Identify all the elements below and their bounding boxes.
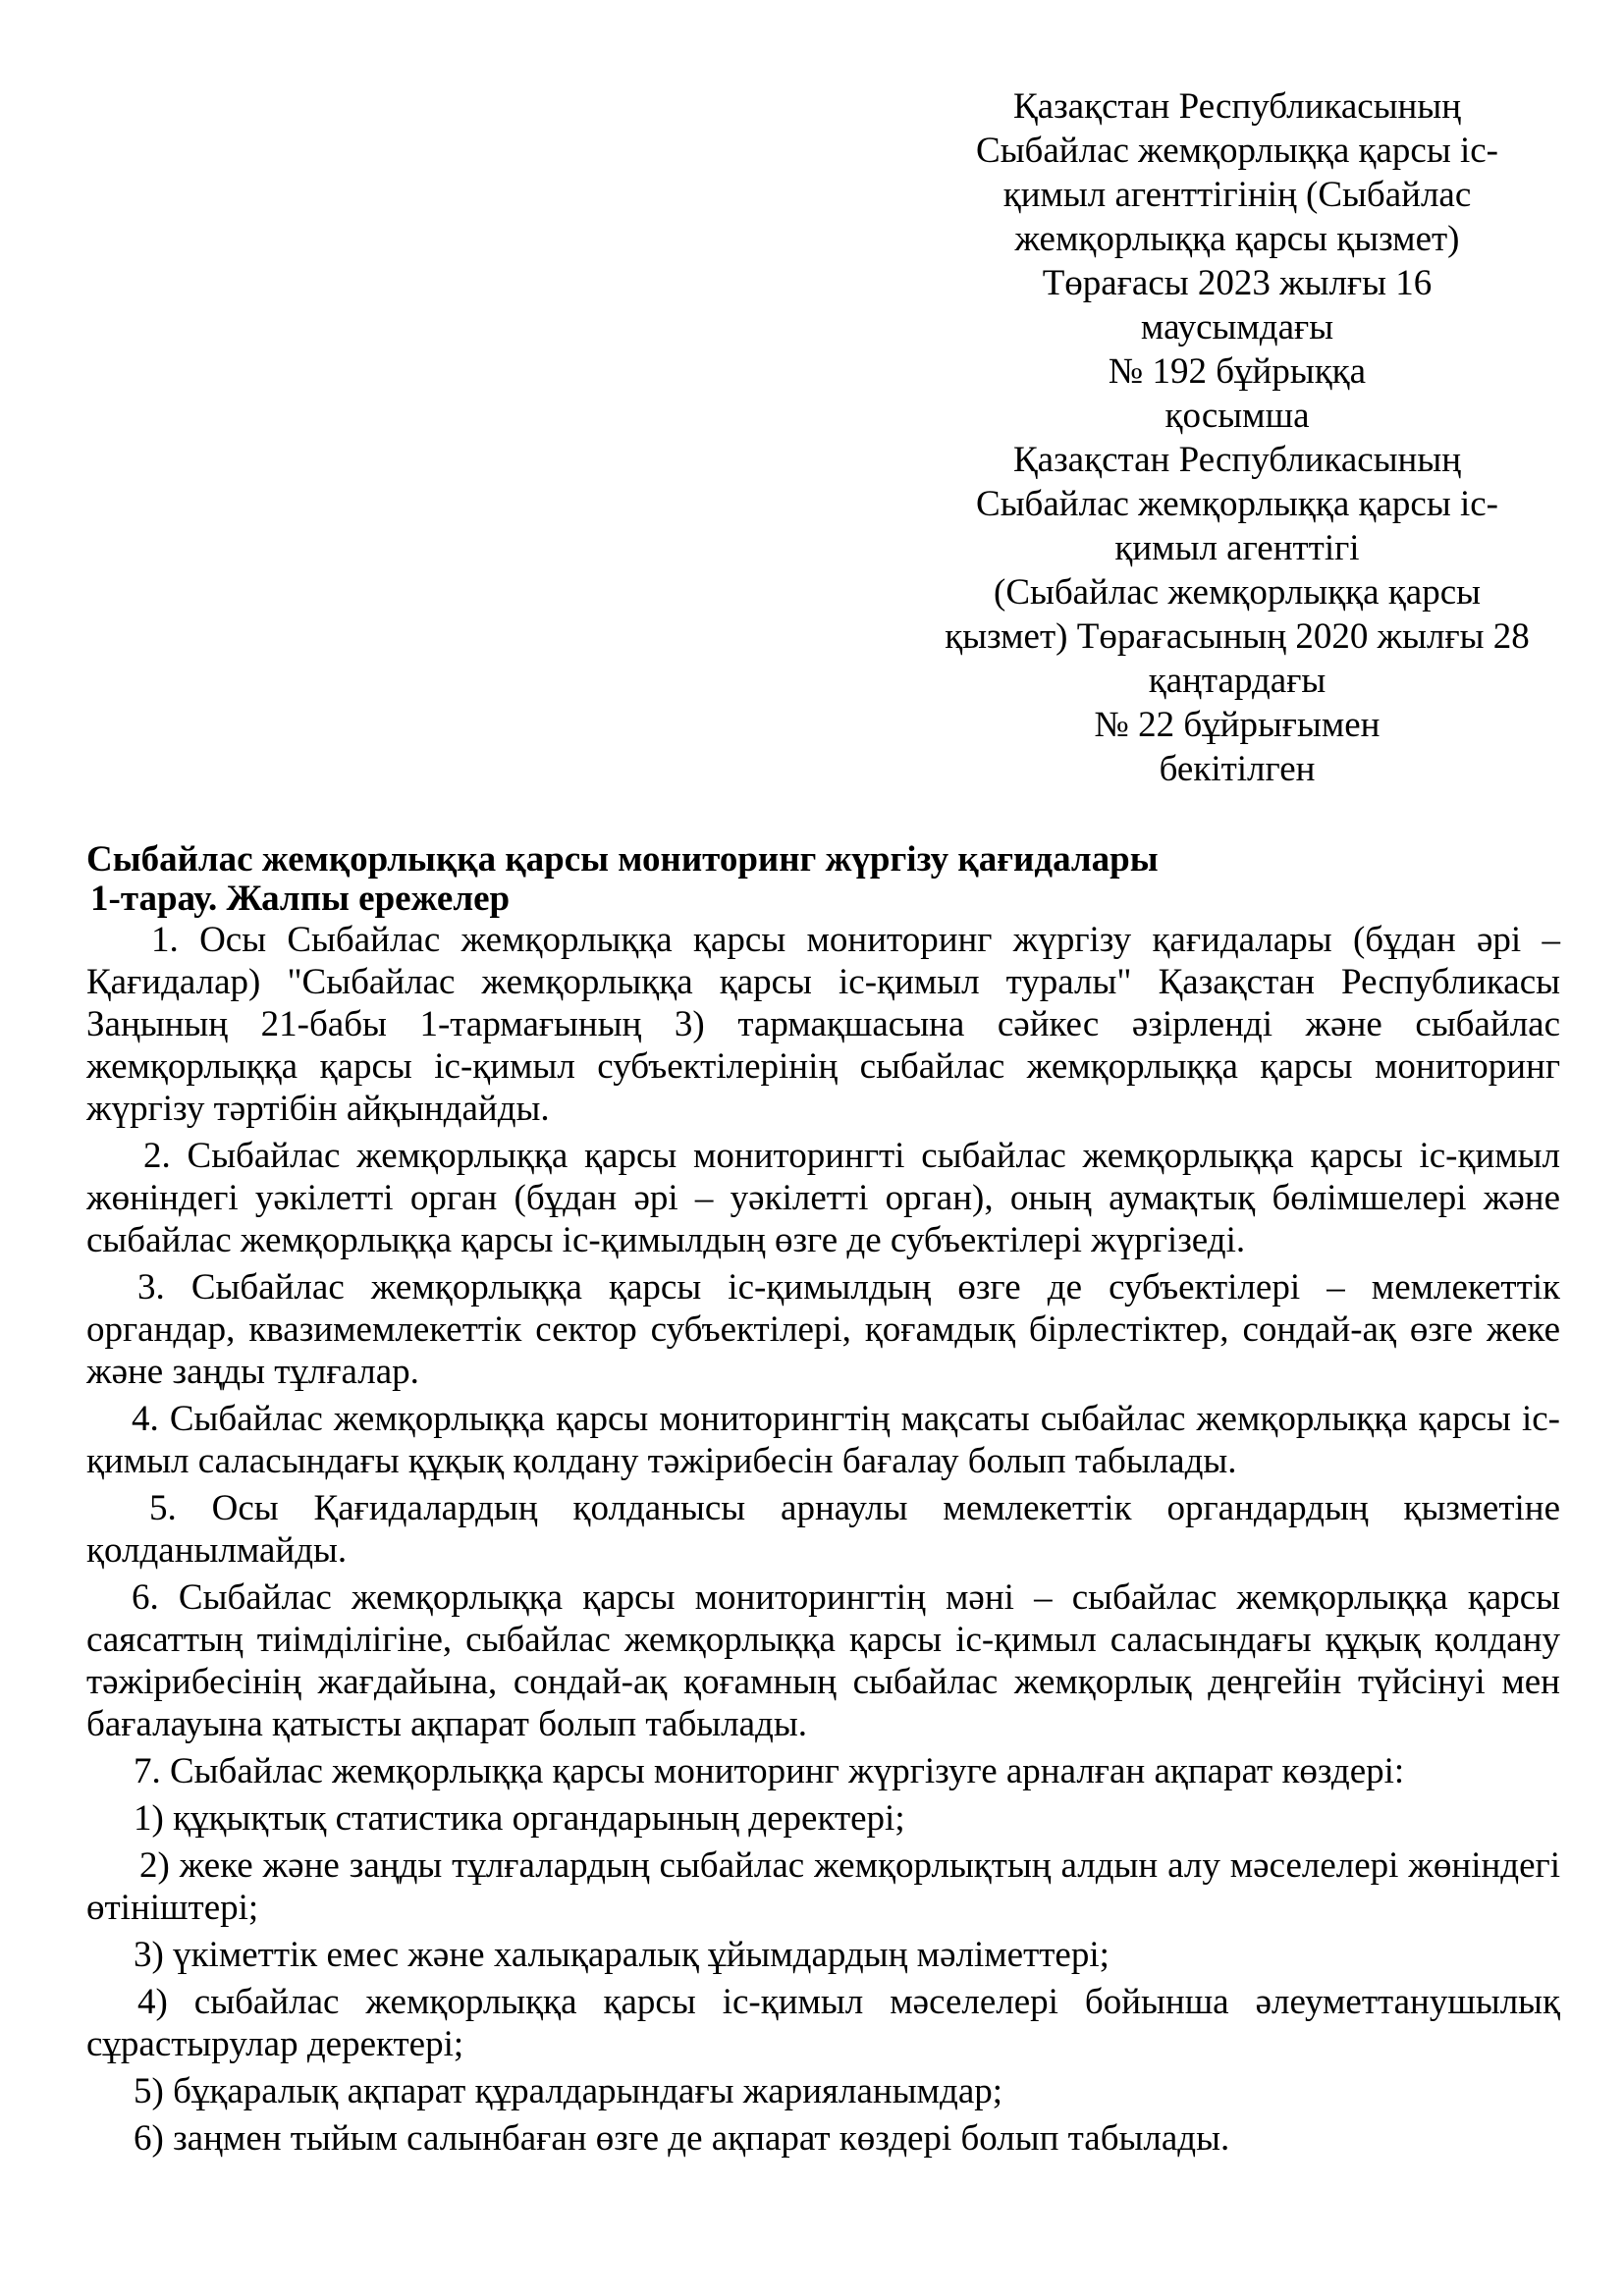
approval-line: қосымша <box>1164 396 1310 436</box>
source-item: 6) заңмен тыйым салынбаған өзге де ақпарат көздері болып табылады. <box>134 2118 1230 2159</box>
source-item: 5) бұқаралық ақпарат құралдарындағы жарияланымдар; <box>134 2071 1003 2111</box>
approval-line: қимыл агенттігінің (Сыбайлас <box>1002 175 1472 215</box>
source-item: 3) үкіметтік емес және халықаралық ұйымдардың мәліметтері; <box>134 1935 1110 1975</box>
approval-block <box>884 84 1591 791</box>
approval-line: Қазақстан Республикасының <box>1012 86 1462 127</box>
paragraph: 1. Осы Сыбайлас жемқорлыққа қарсы мониторинг жүргізу қағидалары (бұдан әрі – Қағидалар) "Сыбайлас жемқорлыққа қарсы іс-қимыл туралы" Қазақстан Республикасы Заңының 21-бабы 1-тармағының 3) тармақшасына сәйкес әзірленді және сыбайлас жемқорлыққа қарсы іс-қимыл субъектілерінің сыбайлас жемқорлыққа қарсы мониторинг жүргізу тәртібін айқындайды. <box>86 920 1560 1129</box>
approval-line: № 22 бұйрығымен <box>1094 705 1380 745</box>
chapter-title: 1-тарау. Жалпы ережелер <box>90 879 511 919</box>
paragraph: 3. Сыбайлас жемқорлыққа қарсы іс-қимылдың өзге де субъектілері – мемлекеттік органдар, квазимемлекеттік сектор субъектілері, қоғамдық бірлестіктер, сондай-ақ өзге жеке және заңды тұлғалар. <box>86 1267 1560 1392</box>
approval-line: бекітілген <box>1159 749 1316 789</box>
approval-line: Төрағасы 2023 жылғы 16 <box>1042 263 1433 303</box>
approval-line: Қазақстан Республикасының <box>1012 440 1462 480</box>
approval-line: (Сыбайлас жемқорлыққа қарсы <box>994 572 1481 613</box>
approval-line: жемқорлыққа қарсы қызмет) <box>1014 219 1460 259</box>
paragraph: 2. Сыбайлас жемқорлыққа қарсы мониторингті сыбайлас жемқорлыққа қарсы іс-қимыл жөніндегі уәкілетті орган (бұдан әрі – уәкілетті орган), оның аумақтық бөлімшелері және сыбайлас жемқорлыққа қарсы іс-қимылдың өзге де субъектілері жүргізеді. <box>86 1136 1560 1260</box>
approval-line: маусымдағы <box>1140 307 1334 347</box>
approval-line: қаңтардағы <box>1148 661 1326 701</box>
approval-line: № 192 бұйрыққа <box>1108 351 1367 392</box>
approval-line: қимыл агенттігі <box>1114 528 1360 568</box>
document-body <box>86 919 1560 2164</box>
approval-line: қызмет) Төрағасының 2020 жылғы 28 <box>945 616 1530 657</box>
paragraph: 6. Сыбайлас жемқорлыққа қарсы мониторингтің мәні – сыбайлас жемқорлыққа қарсы саясаттың тиімділігіне, сыбайлас жемқорлыққа қарсы іс-қимыл саласындағы құқық қолдану тәжірибесінің жағдайына, сондай-ақ қоғамның сыбайлас жемқорлық деңгейін түйсінуі мен бағалауына қатысты ақпарат болып табылады. <box>86 1577 1560 1744</box>
document-title: Сыбайлас жемқорлыққа қарсы мониторинг жүргізу қағидалары <box>86 839 1159 880</box>
approval-line: Сыбайлас жемқорлыққа қарсы іс- <box>976 484 1498 524</box>
document-heading <box>86 840 1559 919</box>
source-item: 1) құқықтық статистика органдарының деректері; <box>134 1798 905 1839</box>
paragraph: 7. Сыбайлас жемқорлыққа қарсы мониторинг жүргізуге арналған ақпарат көздері: <box>134 1751 1405 1791</box>
paragraph: 4. Сыбайлас жемқорлыққа қарсы мониторингтің мақсаты сыбайлас жемқорлыққа қарсы іс-қимыл саласындағы құқық қолдану тәжірибесін бағалау болып табылады. <box>86 1399 1560 1481</box>
source-item: 4) сыбайлас жемқорлыққа қарсы іс-қимыл мәселелері бойынша әлеуметтанушылық сұрастырулар деректері; <box>86 1982 1560 2064</box>
paragraph: 5. Осы Қағидалардың қолданысы арнаулы мемлекеттік органдардың қызметіне қолданылмайды. <box>86 1488 1560 1571</box>
approval-line: Сыбайлас жемқорлыққа қарсы іс- <box>976 131 1498 171</box>
source-item: 2) жеке және заңды тұлғалардың сыбайлас жемқорлықтың алдын алу мәселелері жөніндегі өтініштері; <box>86 1845 1560 1928</box>
